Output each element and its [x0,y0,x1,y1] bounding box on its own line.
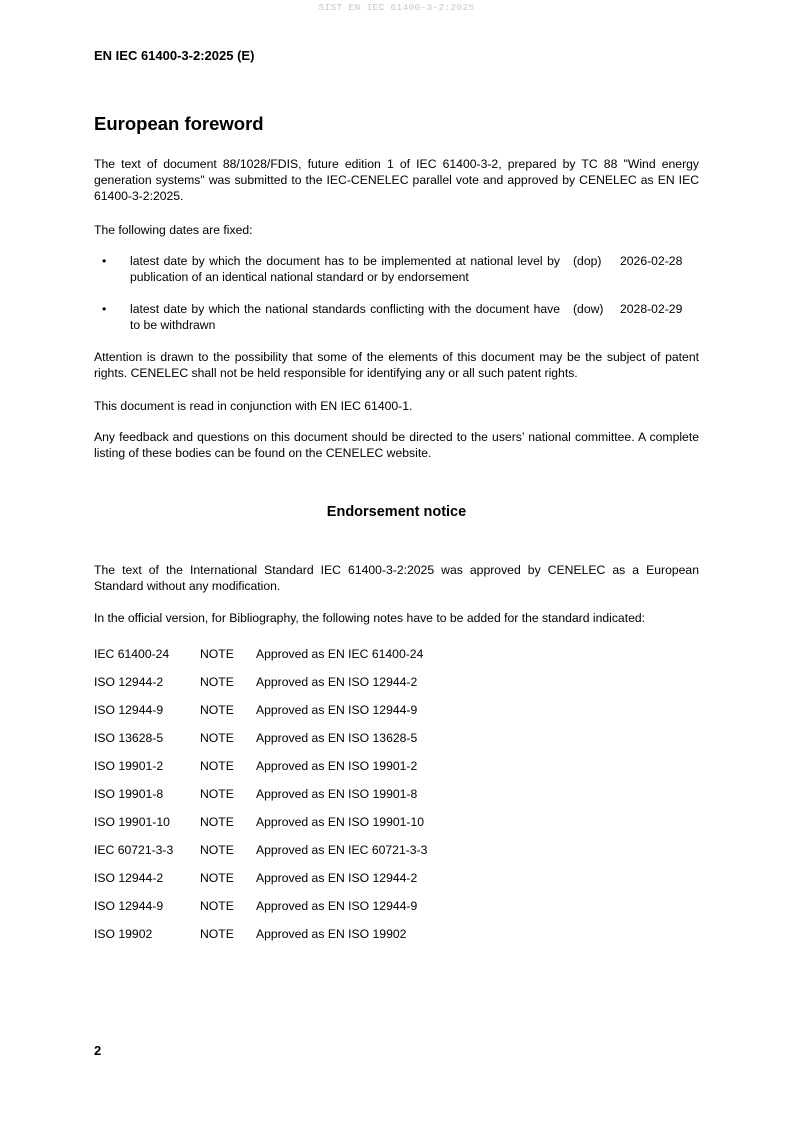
note-text: Approved as EN ISO 19902 [256,927,407,941]
note-standard: IEC 61400-24 [94,647,170,661]
note-standard: ISO 13628-5 [94,731,164,745]
bibliography-intro [94,610,699,626]
note-text: Approved as EN ISO 19901-10 [256,815,425,829]
date-value: 2028-02-29 [620,302,683,316]
note-standard: ISO 19901-10 [94,815,170,829]
note-text: Approved as EN ISO 19901-8 [256,787,418,801]
note-standard: ISO 12944-9 [94,899,164,913]
patent-notice-text: Attention is drawn to the possibility that some of the elements of this document may be the subject of patent rights. CENELEC shall not be held responsible for identifying any or all such patent rights. [94,350,699,380]
note-text: Approved as EN ISO 12944-9 [256,899,418,913]
note-keyword: NOTE [200,927,234,941]
bullet: • [102,254,107,268]
note-standard: ISO 12944-9 [94,703,164,717]
dates-intro [94,222,699,238]
note-text: Approved as EN ISO 13628-5 [256,731,418,745]
date-row-dow [94,301,699,335]
patent-notice [94,349,699,381]
note-keyword: NOTE [200,703,234,717]
note-standard: IEC 60721-3-3 [94,843,174,857]
foreword-title: European foreword [94,113,264,134]
bullet: • [102,302,107,316]
foreword-intro-text: The text of document 88/1028/FDIS, future edition 1 of IEC 61400-3-2, prepared by TC 88 "Wind energy generation systems" was submitted to the IEC-CENELEC parallel vote and approved by CENELEC as EN IEC 61400-3-2:2025. [94,157,699,203]
note-standard: ISO 12944-2 [94,871,164,885]
note-standard: ISO 19902 [94,927,153,941]
note-keyword: NOTE [200,815,234,829]
page-number: 2 [94,1043,102,1058]
watermark: SIST EN IEC 61400-3-2:2025 [318,2,475,13]
note-text: Approved as EN IEC 60721-3-3 [256,843,428,857]
dates-intro-text: The following dates are fixed: [94,223,253,237]
note-text: Approved as EN ISO 12944-2 [256,871,418,885]
note-standard: ISO 19901-8 [94,787,164,801]
note-standard: ISO 12944-2 [94,675,164,689]
conjunction-note [94,398,699,414]
note-keyword: NOTE [200,759,234,773]
date-description: latest date by which the document has to be implemented at national level by publication of an identical national standard or by endorsement [130,254,560,284]
date-row-dop [94,253,699,287]
note-keyword: NOTE [200,647,234,661]
note-text: Approved as EN IEC 61400-24 [256,647,424,661]
endorsement-body: The text of the International Standard IEC 61400-3-2:2025 was approved by CENELEC as a European Standard without any modification. [94,563,699,593]
date-description: latest date by which the national standards conflicting with the document have to be withdrawn [130,302,560,332]
date-code: (dop) [573,254,602,268]
foreword-intro [94,156,699,204]
note-text: Approved as EN ISO 12944-9 [256,703,418,717]
feedback-note [94,429,699,461]
document-id: EN IEC 61400-3-2:2025 (E) [94,48,255,63]
bibliography-intro-text: In the official version, for Bibliography, the following notes have to be added for the standard indicated: [94,611,646,625]
note-keyword: NOTE [200,675,234,689]
date-value: 2026-02-28 [620,254,683,268]
endorsement-title: Endorsement notice [326,504,467,520]
note-keyword: NOTE [200,787,234,801]
conjunction-text: This document is read in conjunction with EN IEC 61400-1. [94,399,413,413]
note-text: Approved as EN ISO 19901-2 [256,759,418,773]
note-keyword: NOTE [200,731,234,745]
endorsement-text [94,562,699,594]
date-code: (dow) [573,302,604,316]
note-keyword: NOTE [200,843,234,857]
note-standard: ISO 19901-2 [94,759,164,773]
note-keyword: NOTE [200,899,234,913]
feedback-text: Any feedback and questions on this document should be directed to the users’ national committee. A complete listing of these bodies can be found on the CENELEC website. [94,430,699,460]
note-keyword: NOTE [200,871,234,885]
note-text: Approved as EN ISO 12944-2 [256,675,418,689]
